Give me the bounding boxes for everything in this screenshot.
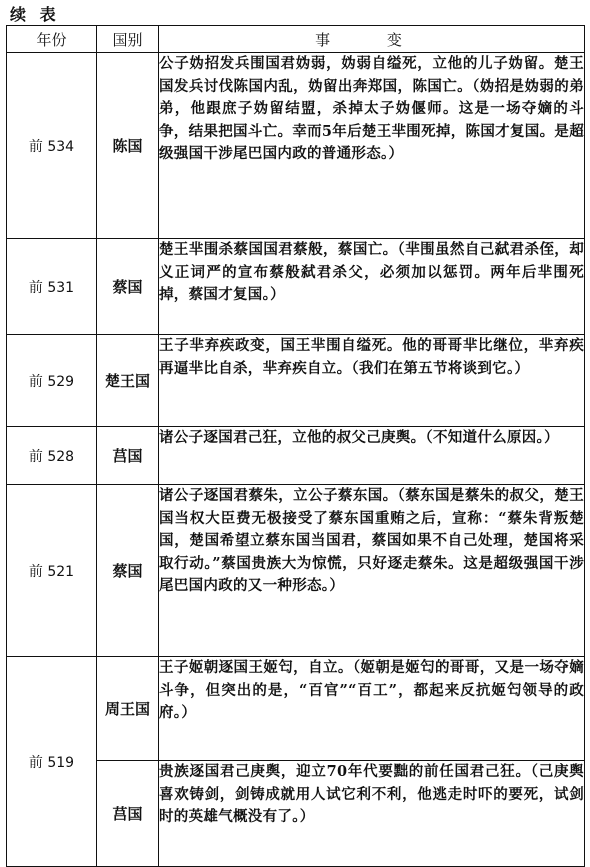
state-cell: 蔡国 [97,485,159,657]
event-cell: 王子芈弃疾政变，国王芈围自缢死。他的哥哥芈比继位，芈弃疾再逼芈比自杀，芈弃疾自立。（我们在第五节将谈到它。） [159,335,585,427]
event-cell: 贵族逐国君己庚舆，迎立70年代要黜的前任国君己狂。（己庚舆喜欢铸剑，剑铸成就用人试它利不利，他逃走时吓的要死，试剑时的英雄气概没有了。） [159,761,585,867]
year-cell: 前 531 [7,239,97,335]
table-row [7,239,585,335]
chronology-table [6,25,585,867]
year-cell: 前 528 [7,427,97,485]
event-cell: 诸公子逐国君己狂，立他的叔父己庚舆。（不知道什么原因。） [159,427,585,485]
header-year: 年份 [7,26,97,53]
header-state: 国别 [97,26,159,53]
state-cell: 蔡国 [97,239,159,335]
table-row [7,657,585,761]
year-cell: 前 519 [7,657,97,867]
year-cell: 前 521 [7,485,97,657]
table-row [7,427,585,485]
header-event: 事 变 [159,26,585,53]
event-cell: 王子姬朝逐国王姬匄，自立。（姬朝是姬匄的哥哥，又是一场夺嫡斗争，但突出的是，“百官”“百工”，都起来反抗姬匄领导的政府。） [159,657,585,761]
table-row [7,485,585,657]
state-cell: 周王国 [97,657,159,761]
state-cell: 楚王国 [97,335,159,427]
state-cell: 莒国 [97,427,159,485]
event-cell: 楚王芈围杀蔡国国君蔡般，蔡国亡。（芈围虽然自己弑君杀侄，却义正词严的宣布蔡般弑君杀父，必须加以惩罚。两年后芈围死掉，蔡国才复国。） [159,239,585,335]
state-cell: 莒国 [97,761,159,867]
event-cell: 公子妫招发兵围国君妫弱，妫弱自缢死，立他的儿子妫留。楚王国发兵讨伐陈国内乱，妫留出奔郑国，陈国亡。（妫招是妫弱的弟弟，他跟庶子妫留结盟，杀掉太子妫偃师。这是一场夺嫡的斗争，结果把国斗亡。幸而5年后楚王芈围死掉，陈国才复国。是超级强国干涉尾巴国内政的普通形态。） [159,53,585,239]
table-row [7,53,585,239]
table-header-row [7,26,585,53]
table-caption: 续 表 [10,5,60,24]
year-cell: 前 529 [7,335,97,427]
year-cell: 前 534 [7,53,97,239]
event-cell: 诸公子逐国君蔡朱，立公子蔡东国。（蔡东国是蔡朱的叔父，楚王国当权大臣费无极接受了蔡东国重贿之后，宣称：“蔡朱背叛楚国，楚国希望立蔡东国当国君，蔡国如果不自己处理，楚国将采取行动。”蔡国贵族大为惊慌，只好逐走蔡朱。这是超级强国干涉尾巴国内政的又一种形态。） [159,485,585,657]
table-row [7,335,585,427]
state-cell: 陈国 [97,53,159,239]
